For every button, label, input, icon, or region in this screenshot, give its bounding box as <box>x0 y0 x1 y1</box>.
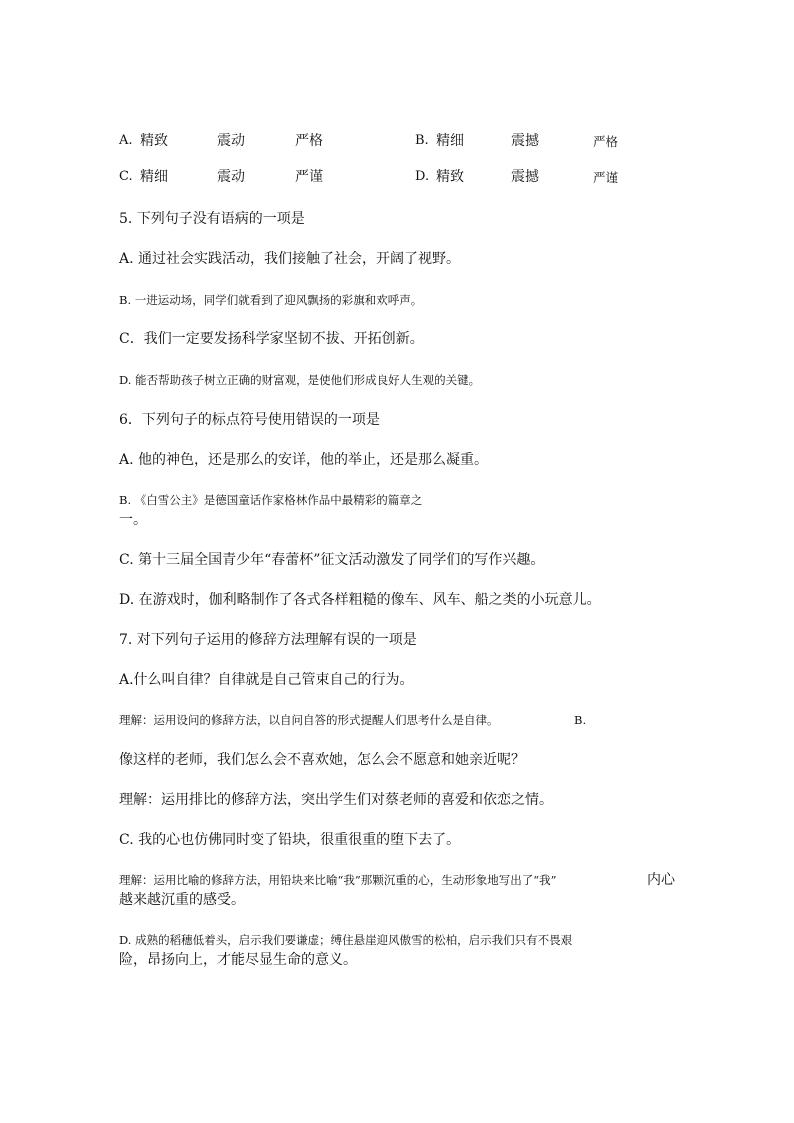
question-7-option-c-note-line1: 理解：运用比喻的修辞方法，用铅块来比喻“我”那颗沉重的心，生动形象地写出了“我” <box>119 873 557 887</box>
option-c-letter: C. <box>119 169 133 184</box>
question-5-option-d: D. 能否帮助孩子树立正确的财富观，是使他们形成良好人生观的关键。 <box>119 373 481 387</box>
option-a-word-2: 震动 <box>217 133 245 149</box>
option-c-word-3: 严谨 <box>295 169 323 185</box>
option-d-word-1: 精致 <box>436 169 464 185</box>
question-5-stem: 5. 下列句子没有语病的一项是 <box>119 211 305 227</box>
option-b-word-2: 震撼 <box>511 133 539 149</box>
question-5-option-c: C．我们一定要发扬科学家坚韧不拔、开拓创新。 <box>119 331 424 347</box>
option-d-word-2: 震撼 <box>511 169 539 185</box>
question-5-option-a: A. 通过社会实践活动，我们接触了社会，开阔了视野。 <box>119 251 461 267</box>
question-7-option-c-note-tail: 内心 <box>647 872 675 888</box>
question-6-option-b-line1: B. 《白雪公主》是德国童话作家格林作品中最精彩的篇章之 <box>119 493 423 507</box>
question-5-option-b: B. 一进运动场，同学们就看到了迎风飘扬的彩旗和欢呼声。 <box>119 293 423 307</box>
option-b-letter: B. <box>415 133 429 148</box>
option-b-word-3: 严格 <box>593 134 619 149</box>
question-7-option-b-note: 理解：运用排比的修辞方法，突出学生们对蔡老师的喜爱和依恋之情。 <box>119 792 553 808</box>
question-7-stem: 7. 对下列句子运用的修辞方法理解有误的一项是 <box>119 632 417 648</box>
option-a-letter: A. <box>119 133 133 148</box>
option-c-word-2: 震动 <box>217 169 245 185</box>
option-d-letter: D. <box>415 169 430 184</box>
question-6-option-a: A. 他的神色，还是那么的安详，他的举止，还是那么凝重。 <box>119 452 489 468</box>
question-6-option-c: C. 第十三届全国青少年“春蕾杯”征文活动激发了同学们的写作兴趣。 <box>119 552 545 568</box>
question-7-option-c-note-line2: 越来越沉重的感受。 <box>119 892 245 908</box>
question-7-option-a: A.什么叫自律？自律就是自己管束自己的行为。 <box>119 672 414 688</box>
question-7-option-a-note: 理解：运用设问的修辞方法，以自问自答的形式提醒人们思考什么是自律。 <box>119 713 499 727</box>
question-6-stem: 6．下列句子的标点符号使用错误的一项是 <box>119 412 380 428</box>
question-7-option-d-line1: D. 成熟的稻穗低着头，启示我们要谦虚；缚住悬崖迎风傲雪的松柏，启示我们只有不畏艰 <box>119 933 573 947</box>
option-a-word-1: 精致 <box>140 133 168 149</box>
option-b-word-1: 精细 <box>436 133 464 149</box>
question-6-option-d: D. 在游戏时，伽利略制作了各式各样粗糙的像车、风车、船之类的小玩意儿。 <box>119 592 601 608</box>
option-d-word-3: 严谨 <box>593 170 619 185</box>
question-7-option-b: 像这样的老师，我们怎么会不喜欢她，怎么会不愿意和她亲近呢？ <box>119 752 525 768</box>
option-a-word-3: 严格 <box>295 133 323 149</box>
option-c-word-1: 精细 <box>140 169 168 185</box>
question-7-option-c: C. 我的心也仿佛同时变了铅块，很重很重的堕下去了。 <box>119 832 461 848</box>
question-7-option-b-letter: B. <box>574 713 587 727</box>
question-6-option-b-line2: 一。 <box>119 512 147 528</box>
question-7-option-d-line2: 险，昂扬向上，才能尽显生命的意义。 <box>119 952 357 968</box>
